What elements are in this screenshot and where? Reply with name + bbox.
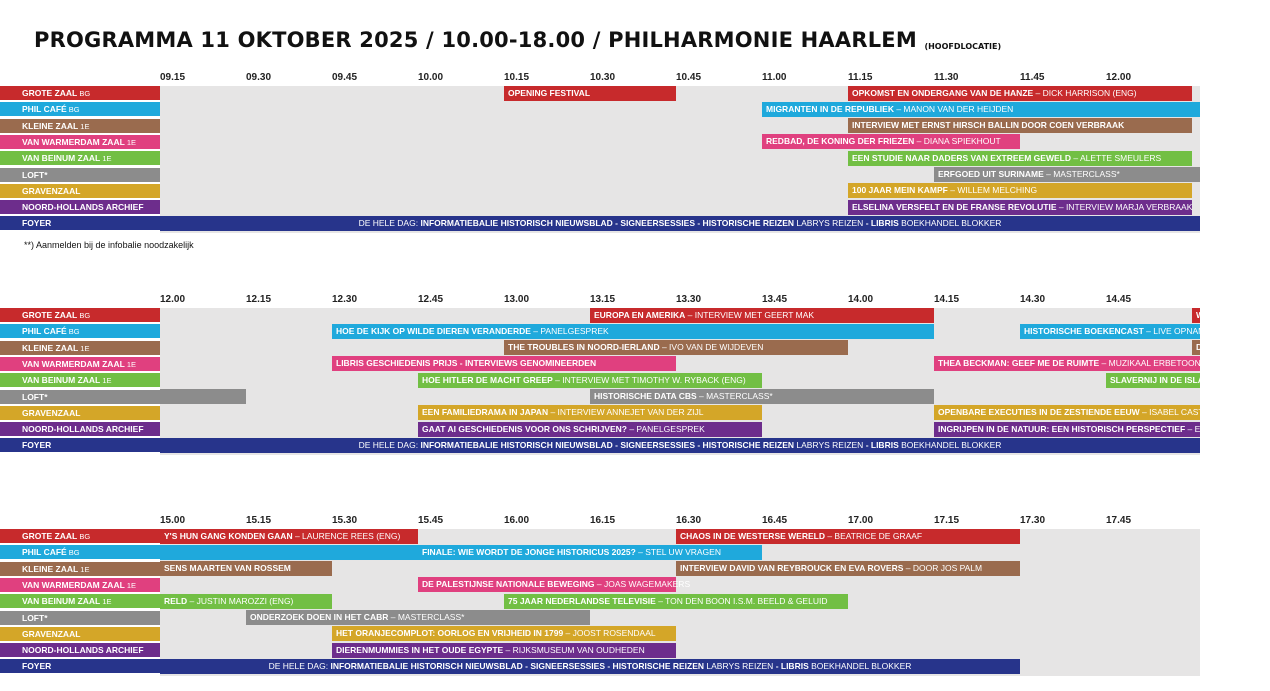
event-speaker: – JOAS WAGEMAKERS: [594, 579, 691, 590]
event-block[interactable]: [160, 594, 332, 609]
event-block[interactable]: [848, 86, 1192, 101]
time-tick: 16.15: [590, 515, 616, 526]
time-tick: 13.45: [762, 294, 788, 305]
foyer-text: LABRYS REIZEN: [704, 660, 774, 671]
event-speaker: – JOOST ROSENDAAL: [563, 628, 656, 639]
room-name: LOFT*: [22, 391, 48, 402]
event-block[interactable]: [418, 405, 762, 420]
time-tick: 15.15: [246, 515, 272, 526]
room-floor: 1E: [78, 121, 90, 131]
event-title: SENS MAARTEN VAN ROSSEM: [164, 563, 291, 574]
time-tick: 15.45: [418, 515, 444, 526]
event-speaker: – JUSTIN MAROZZI (ENG): [187, 595, 294, 606]
room-floor: BG: [77, 89, 91, 98]
room-label: [0, 594, 160, 608]
page-title: PROGRAMMA 11 OKTOBER 2025 / 10.00-18.00 / PHILHARMONIE HAARLEM $_{(HOOFDLOCATIE)}$: [34, 28, 1002, 52]
foyer-text: - LIBRIS: [863, 217, 899, 228]
event-block[interactable]: [676, 561, 1020, 576]
time-tick: 10.00: [418, 72, 444, 83]
foyer-text: - LIBRIS: [773, 660, 809, 671]
room-label: [0, 135, 160, 149]
foyer-text: - SIGNEERSESSIES - HISTORISCHE REIZEN: [612, 217, 795, 228]
room-label: [0, 422, 160, 436]
event-speaker: – MANON VAN DER HEIJDEN: [893, 103, 1014, 114]
time-tick: 11.30: [934, 72, 959, 83]
room-label: [0, 643, 160, 657]
event-block[interactable]: [1192, 340, 1267, 355]
room-name: GRAVENZAAL: [22, 407, 81, 418]
event-title: OPENBARE EXECUTIES IN DE ZESTIENDE EEUW: [938, 407, 1140, 418]
foyer-text: LABRYS REIZEN: [794, 439, 864, 450]
event-title: INTERVIEW MET ERNST HIRSCH BALLIN DOOR COEN VERBRAAK: [852, 120, 1125, 131]
event-block[interactable]: [934, 356, 1200, 371]
event-block[interactable]: [848, 118, 1192, 133]
room-name: VAN BEINUM ZAAL: [22, 153, 101, 164]
room-name: FOYER: [22, 440, 52, 451]
room-name: LOFT*: [22, 169, 48, 180]
time-tick: 16.45: [762, 515, 788, 526]
foyer-text: INFORMATIEBALIE HISTORISCH NIEUWSBLAD: [330, 660, 523, 671]
room-floor: 1E: [100, 597, 112, 607]
room-name: PHIL CAFÉ: [22, 326, 67, 337]
room-label: [0, 168, 160, 182]
event-block[interactable]: [504, 340, 848, 355]
room-floor: 1E: [100, 154, 112, 164]
room-label: [0, 438, 160, 452]
room-label: [0, 406, 160, 420]
event-title: MIGRANTEN IN DE REPUBLIEK: [766, 103, 894, 114]
room-label: [0, 562, 160, 576]
event-block[interactable]: [418, 373, 762, 388]
room-label: [0, 659, 160, 673]
time-tick: 15.30: [332, 515, 358, 526]
room-label: [0, 86, 160, 100]
event-speaker: – IVO VAN DE WIJDEVEN: [659, 342, 764, 353]
foyer-bar: [160, 438, 1200, 453]
event-speaker: – EVA VRIEND: [1185, 423, 1246, 434]
event-speaker: – LAURENCE REES (ENG): [292, 530, 401, 541]
event-title: CHAOS IN DE WESTERSE WERELD: [680, 530, 825, 541]
event-block[interactable]: [418, 577, 691, 592]
room-label: [0, 611, 160, 625]
event-block[interactable]: [246, 610, 590, 625]
event-speaker: – BEATRICE DE GRAAF: [824, 530, 923, 541]
room-floor: 1E: [78, 343, 90, 353]
time-tick: 12.45: [418, 294, 444, 305]
event-title: HET ORANJECOMPLOT: OORLOG EN VRIJHEID IN 1799: [336, 628, 564, 639]
event-speaker: – INTERVIEW MARJA VERBRAAK: [1056, 201, 1193, 212]
event-speaker: – PANELGESPREK: [626, 423, 705, 434]
event-title: THE TROUBLES IN NOORD-IERLAND: [508, 342, 660, 353]
event-title: OPENING FESTIVAL: [508, 87, 591, 98]
room-name: KLEINE ZAAL: [22, 120, 79, 131]
time-tick: 12.15: [246, 294, 272, 305]
room-name: FOYER: [22, 218, 52, 229]
event-title: WAAROM DE NAZ: [1196, 309, 1270, 320]
foyer-bar: [160, 216, 1200, 231]
event-block[interactable]: [504, 86, 676, 101]
foyer-text: DE HELE DAG:: [358, 217, 421, 228]
event-title: 100 JAAR MEIN KAMPF: [852, 185, 948, 196]
event-title: OPKOMST EN ONDERGANG VAN DE HANZE: [852, 87, 1034, 98]
event-speaker: – RIJKSMUSEUM VAN OUDHEDEN: [503, 644, 645, 655]
time-tick: 16.00: [504, 515, 530, 526]
event-block[interactable]: [160, 545, 418, 560]
room-label: [0, 200, 160, 214]
room-floor: 1E: [100, 376, 112, 386]
time-tick: 12.30: [332, 294, 358, 305]
event-speaker: – MASTERCLASS*: [388, 612, 465, 622]
event-speaker: – INTERVIEW MET TIMOTHY W. RYBACK (ENG): [552, 374, 746, 385]
foyer-text: BOEKHANDEL BLOKKER: [898, 439, 1002, 450]
event-title: LIBRIS GESCHIEDENIS PRIJS - INTERVIEWS GENOMINEERDEN: [336, 358, 597, 369]
time-tick: 13.15: [590, 294, 616, 305]
room-name: KLEINE ZAAL: [22, 563, 79, 574]
room-floor: BG: [66, 548, 80, 558]
room-name: GRAVENZAAL: [22, 628, 81, 639]
room-name: VAN WARMERDAM ZAAL: [22, 579, 125, 590]
room-name: GROTE ZAAL: [22, 531, 78, 541]
event-block[interactable]: [332, 324, 934, 339]
time-tick: 11.15: [848, 72, 873, 83]
room-floor: BG: [77, 311, 91, 320]
event-title: EUROPA EN AMERIKA: [594, 309, 686, 320]
event-block[interactable]: [160, 561, 332, 576]
foyer-text: - SIGNEERSESSIES - HISTORISCHE REIZEN: [612, 439, 795, 450]
room-name: PHIL CAFÉ: [22, 547, 67, 558]
room-label: [0, 373, 160, 387]
event-title: FINALE: WIE WORDT DE JONGE HISTORICUS 2025?: [422, 546, 636, 557]
event-title: SLAVERNIJ IN DE ISLAMITISCHE WE: [1110, 374, 1261, 385]
event-title: DE PALESTIJNSE NATIONALE BEWEGING: [422, 579, 595, 590]
foyer-text: LABRYS REIZEN: [794, 217, 864, 228]
event-title: EEN STUDIE NAAR DADERS VAN EXTREEM GEWELD: [852, 152, 1071, 163]
room-label: [0, 545, 160, 559]
time-tick: 17.15: [934, 515, 960, 526]
time-tick: 17.00: [848, 515, 874, 526]
room-name: FOYER: [22, 661, 52, 672]
time-tick: 10.15: [504, 72, 530, 83]
room-name: GRAVENZAAL: [22, 185, 81, 196]
time-tick: 14.30: [1020, 294, 1046, 305]
event-title: INGRIJPEN IN DE NATUUR: EEN HISTORISCH PERSPECTIEF: [938, 423, 1186, 434]
room-name: VAN WARMERDAM ZAAL: [22, 358, 125, 369]
event-title: EEN FAMILIEDRAMA IN JAPAN: [422, 407, 549, 418]
room-name: VAN BEINUM ZAAL: [22, 375, 101, 386]
schedule-section: [0, 515, 1200, 680]
room-name: LOFT*: [22, 612, 48, 623]
room-floor: 1E: [124, 359, 137, 369]
foyer-text: BOEKHANDEL BLOKKER: [808, 660, 912, 671]
event-block[interactable]: [934, 405, 1226, 420]
event-block[interactable]: [332, 643, 676, 658]
room-label: [0, 216, 160, 230]
event-title: ERFGOED UIT SURINAME: [938, 169, 1044, 179]
event-title: RELD: [164, 595, 188, 606]
event-block[interactable]: [934, 422, 1246, 437]
event-speaker: – MUZIKAAL ERBETOON: [1099, 358, 1201, 369]
room-name: KLEINE ZAAL: [22, 342, 79, 353]
room-label: [0, 357, 160, 371]
event-title: ELSELINA VERSFELT EN DE FRANSE REVOLUTIE: [852, 201, 1057, 212]
room-name: VAN BEINUM ZAAL: [22, 596, 101, 607]
event-block[interactable]: [504, 594, 848, 609]
time-tick: 11.45: [1020, 72, 1045, 83]
event-block[interactable]: [590, 389, 934, 404]
foyer-text: - SIGNEERSESSIES - HISTORISCHE REIZEN: [522, 660, 705, 671]
room-label: [0, 341, 160, 355]
time-tick: 12.00: [160, 294, 186, 305]
room-name: GROTE ZAAL: [22, 88, 78, 98]
event-title: THEA BECKMAN: GEEF ME DE RUIMTE: [938, 358, 1100, 369]
room-label: [0, 578, 160, 592]
time-tick: 14.45: [1106, 294, 1132, 305]
event-block[interactable]: [590, 308, 934, 323]
room-name: GROTE ZAAL: [22, 310, 78, 320]
room-floor: 1E: [124, 580, 137, 590]
event-speaker: – ALETTE SMEULERS: [1070, 152, 1162, 163]
event-block[interactable]: [848, 183, 1192, 198]
event-block[interactable]: [762, 134, 1020, 149]
room-name: NOORD-HOLLANDS ARCHIEF: [22, 645, 144, 656]
event-title: DE WERELD VOL: [1196, 342, 1267, 353]
event-title: Y'S HUN GANG KONDEN GAAN: [164, 530, 293, 541]
foyer-bar: [160, 659, 1020, 674]
event-speaker: – INTERVIEW MET GEERT MAK: [685, 309, 815, 320]
room-floor: BG: [66, 327, 80, 337]
event-speaker: – INTERVIEW ANNEJET VAN DER ZIJL: [548, 407, 704, 418]
event-speaker: – MASTERCLASS*: [696, 391, 773, 401]
room-label: [0, 390, 160, 404]
event-speaker: – ISABEL CASTEELS: [1139, 407, 1226, 418]
event-title: HISTORISCHE DATA CBS: [594, 391, 697, 401]
event-block[interactable]: [332, 626, 676, 641]
time-tick: 09.30: [246, 72, 272, 83]
event-block[interactable]: [848, 151, 1192, 166]
time-tick: 14.15: [934, 294, 960, 305]
event-speaker: – DOOR JOS PALM: [903, 563, 983, 574]
foyer-text: INFORMATIEBALIE HISTORISCH NIEUWSBLAD: [420, 217, 613, 228]
event-title: INTERVIEW DAVID VAN REYBROUCK EN EVA ROVERS: [680, 563, 904, 574]
time-tick: 17.45: [1106, 515, 1132, 526]
event-block[interactable]: [418, 422, 762, 437]
room-label: [0, 151, 160, 165]
event-title: REDBAD, DE KONING DER FRIEZEN: [766, 136, 915, 147]
foyer-text: DE HELE DAG:: [268, 660, 331, 671]
foyer-text: DE HELE DAG:: [358, 439, 421, 450]
schedule-section: [0, 72, 1200, 237]
room-name: PHIL CAFÉ: [22, 104, 67, 115]
event-speaker: – DICK HARRISON (ENG): [1033, 87, 1137, 98]
room-label: [0, 184, 160, 198]
room-label: [0, 119, 160, 133]
event-speaker: – PANELGESPREK: [530, 325, 609, 336]
event-title: DIERENMUMMIES IN HET OUDE EGYPTE: [336, 644, 504, 655]
event-speaker: – WILLEM MELCHING: [947, 185, 1038, 196]
time-tick: 13.30: [676, 294, 702, 305]
room-floor: BG: [66, 105, 80, 115]
time-tick: 10.45: [676, 72, 702, 83]
event-speaker: – DIANA SPIEKHOUT: [914, 136, 1001, 147]
event-title: HOE DE KIJK OP WILDE DIEREN VERANDERDE: [336, 325, 531, 336]
event-block[interactable]: [848, 200, 1192, 215]
time-tick: 09.45: [332, 72, 358, 83]
event-title: GAAT AI GESCHIEDENIS VOOR ONS SCHRIJVEN?: [422, 423, 627, 434]
event-block[interactable]: [1106, 373, 1261, 388]
room-name: VAN WARMERDAM ZAAL: [22, 136, 125, 147]
room-name: NOORD-HOLLANDS ARCHIEF: [22, 202, 144, 213]
event-title: ONDERZOEK DOEN IN HET CABR: [250, 612, 389, 622]
room-label: [0, 324, 160, 338]
event-block[interactable]: [418, 545, 762, 560]
event-block[interactable]: [160, 389, 246, 404]
room-name: NOORD-HOLLANDS ARCHIEF: [22, 424, 144, 435]
event-speaker: – STEL UW VRAGEN: [635, 546, 721, 557]
room-floor: 1E: [124, 137, 137, 147]
foyer-text: BOEKHANDEL BLOKKER: [898, 217, 1002, 228]
event-block[interactable]: [762, 102, 1200, 117]
event-block[interactable]: [1020, 324, 1255, 339]
schedule-section: [0, 294, 1270, 459]
event-title: 75 JAAR NEDERLANDSE TELEVISIE: [508, 595, 656, 606]
event-block[interactable]: [934, 167, 1200, 182]
room-label: [0, 627, 160, 641]
time-tick: 11.00: [762, 72, 787, 83]
room-label: [0, 102, 160, 116]
room-floor: BG: [77, 532, 91, 541]
room-label: [0, 308, 160, 322]
room-label: [0, 529, 160, 543]
time-tick: 16.30: [676, 515, 702, 526]
event-speaker: – TON DEN BOON I.S.M. BEELD & GELUID: [655, 595, 828, 606]
event-title: HOE HITLER DE MACHT GREEP: [422, 374, 553, 385]
room-floor: 1E: [78, 564, 90, 574]
event-title: HISTORISCHE BOEKENCAST: [1024, 325, 1144, 336]
foyer-text: INFORMATIEBALIE HISTORISCH NIEUWSBLAD: [420, 439, 613, 450]
footnote: **) Aanmelden bij de infobalie noodzakelijk: [24, 240, 194, 250]
time-tick: 12.00: [1106, 72, 1132, 83]
foyer-text: - LIBRIS: [863, 439, 899, 450]
event-block[interactable]: [1192, 308, 1270, 323]
time-tick: 09.15: [160, 72, 186, 83]
time-tick: 10.30: [590, 72, 616, 83]
time-tick: 15.00: [160, 515, 186, 526]
time-tick: 14.00: [848, 294, 874, 305]
time-tick: 13.00: [504, 294, 530, 305]
event-block[interactable]: [160, 529, 418, 544]
event-block[interactable]: [332, 356, 676, 371]
event-speaker: – LIVE OPNAME PODCAST: [1143, 325, 1255, 336]
time-tick: 17.30: [1020, 515, 1046, 526]
event-block[interactable]: [676, 529, 1020, 544]
event-speaker: – MASTERCLASS*: [1043, 169, 1120, 179]
